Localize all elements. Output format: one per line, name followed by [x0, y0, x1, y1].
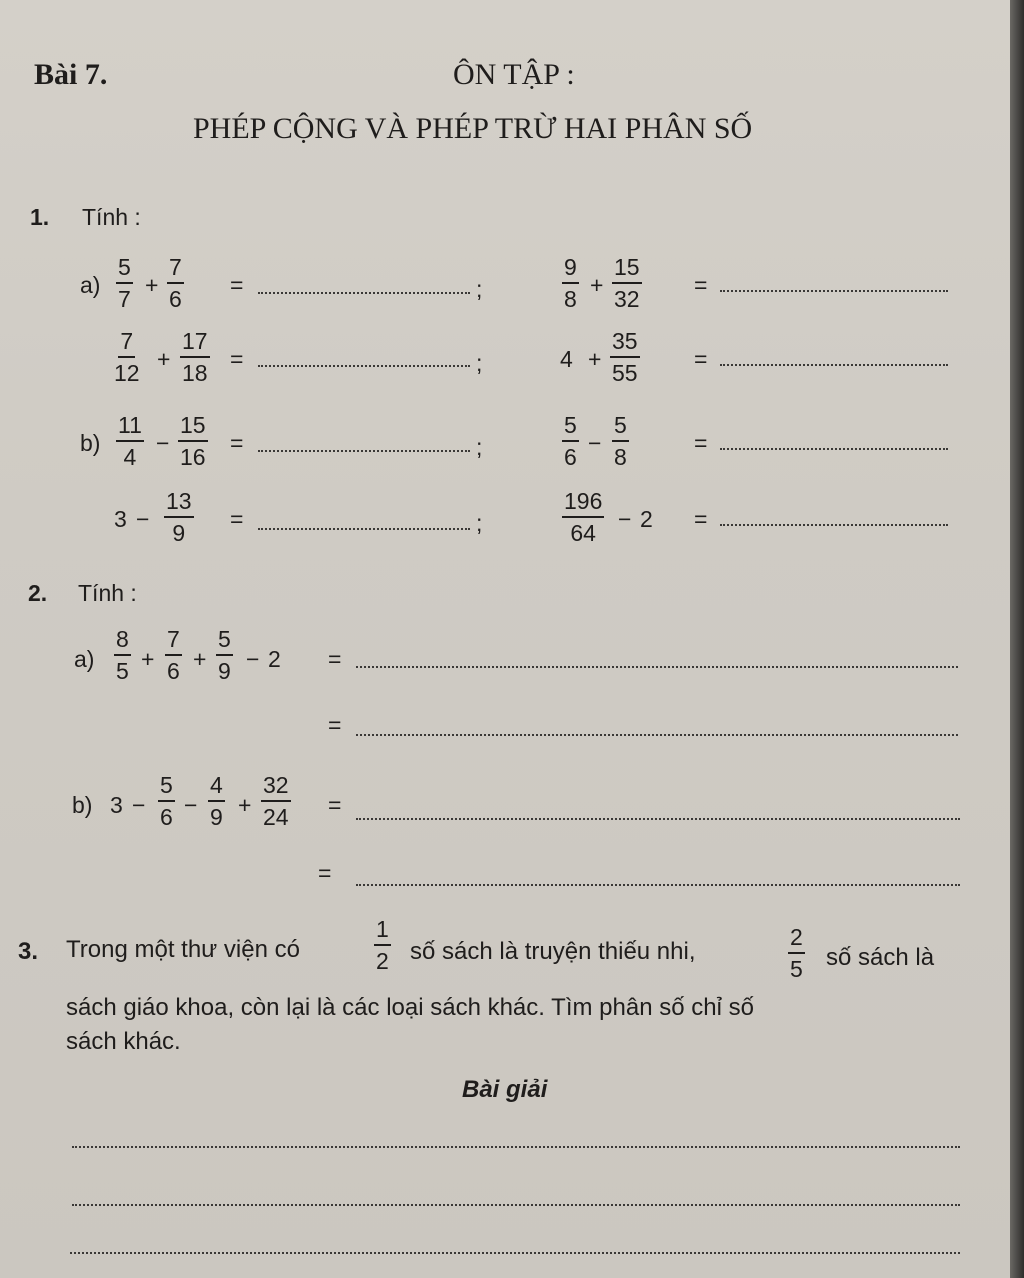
equals-sign: =: [694, 346, 708, 372]
fraction: $\frac{8}{5}$: [116, 626, 129, 684]
ex1-number: 1.: [30, 204, 50, 230]
plus-sign: +: [157, 346, 171, 372]
ex1-b-label: b): [80, 430, 101, 456]
answer-line[interactable]: [72, 1204, 960, 1206]
ex1-a-label: a): [80, 272, 101, 298]
minus-sign: −: [618, 506, 632, 532]
fraction: $\frac{9}{8}$: [564, 254, 577, 312]
minus-sign: −: [588, 430, 602, 456]
equals-sign: =: [318, 860, 332, 886]
fraction: $\frac{4}{9}$: [210, 772, 223, 830]
fraction: $\frac{5}{6}$: [564, 412, 577, 470]
whole-number: 3: [110, 792, 123, 818]
answer-line[interactable]: [258, 292, 470, 294]
answer-line[interactable]: [720, 524, 948, 526]
answer-line[interactable]: [258, 365, 470, 367]
equals-sign: =: [230, 430, 244, 456]
whole-number: 3: [114, 506, 127, 532]
answer-line[interactable]: [258, 528, 470, 530]
minus-sign: −: [156, 430, 170, 456]
book-spine: [1010, 0, 1024, 1278]
fraction: $\frac{15}{32}$: [614, 254, 640, 312]
plus-sign: +: [145, 272, 159, 298]
answer-line[interactable]: [356, 666, 958, 668]
fraction: $\frac{17}{18}$: [182, 328, 208, 386]
answer-line[interactable]: [356, 734, 958, 736]
plus-sign: +: [238, 792, 252, 818]
minus-sign: −: [132, 792, 146, 818]
fraction: $\frac{5}{8}$: [614, 412, 627, 470]
fraction: $\frac{5}{9}$: [218, 626, 231, 684]
plus-sign: +: [193, 646, 207, 672]
plus-sign: +: [141, 646, 155, 672]
fraction: $\frac{1}{2}$: [376, 916, 389, 974]
answer-line[interactable]: [356, 884, 960, 886]
minus-sign: −: [184, 792, 198, 818]
fraction: $\frac{7}{6}$: [167, 626, 180, 684]
ex2-b-label: b): [72, 792, 93, 818]
fraction: $\frac{5}{7}$: [118, 254, 131, 312]
whole-number: 4: [560, 346, 573, 372]
answer-line[interactable]: [70, 1252, 960, 1254]
equals-sign: =: [328, 712, 342, 738]
solution-heading: Bài giải: [462, 1076, 548, 1103]
whole-number: 2: [268, 646, 281, 672]
plus-sign: +: [588, 346, 602, 372]
page-subtitle: PHÉP CỘNG VÀ PHÉP TRỪ HAI PHÂN SỐ: [193, 112, 753, 145]
ex1-prompt: Tính :: [82, 204, 141, 230]
ex3-text-line-2: sách giáo khoa, còn lại là các loại sách khác. Tìm phân số chỉ số: [66, 994, 754, 1021]
fraction: $\frac{5}{6}$: [160, 772, 173, 830]
fraction: $\frac{35}{55}$: [612, 328, 638, 386]
minus-sign: −: [246, 646, 260, 672]
ex2-a-label: a): [74, 646, 95, 672]
answer-line[interactable]: [258, 450, 470, 452]
ex3-text-2: số sách là truyện thiếu nhi,: [410, 938, 696, 965]
answer-line[interactable]: [72, 1146, 960, 1148]
separator: ;: [476, 276, 483, 302]
plus-sign: +: [590, 272, 604, 298]
answer-line[interactable]: [720, 364, 948, 366]
page-title: ÔN TẬP :: [453, 58, 575, 91]
fraction: $\frac{11}{4}$: [118, 412, 142, 470]
minus-sign: −: [136, 506, 150, 532]
ex3-text-3: số sách là: [826, 944, 935, 971]
equals-sign: =: [694, 506, 708, 532]
fraction: $\frac{196}{64}$: [564, 488, 603, 546]
answer-line[interactable]: [356, 818, 960, 820]
fraction: $\frac{32}{24}$: [263, 772, 289, 830]
fraction: $\frac{15}{16}$: [180, 412, 206, 470]
whole-number: 2: [640, 506, 653, 532]
answer-line[interactable]: [720, 290, 948, 292]
ex2-prompt: Tính :: [78, 580, 137, 606]
fraction: $\frac{7}{12}$: [114, 328, 140, 386]
ex3-text-1: Trong một thư viện có: [66, 936, 300, 963]
equals-sign: =: [328, 792, 342, 818]
answer-line[interactable]: [720, 448, 948, 450]
equals-sign: =: [230, 506, 244, 532]
ex3-number: 3.: [18, 938, 39, 965]
lesson-number: Bài 7.: [34, 58, 108, 91]
fraction: $\frac{13}{9}$: [166, 488, 192, 546]
equals-sign: =: [230, 272, 244, 298]
ex2-number: 2.: [28, 580, 48, 606]
equals-sign: =: [328, 646, 342, 672]
ex3-text-line-3: sách khác.: [66, 1028, 181, 1055]
separator: ;: [476, 434, 483, 460]
separator: ;: [476, 350, 483, 376]
separator: ;: [476, 510, 483, 536]
equals-sign: =: [694, 430, 708, 456]
equals-sign: =: [230, 346, 244, 372]
fraction: $\frac{2}{5}$: [790, 924, 803, 982]
fraction: $\frac{7}{6}$: [169, 254, 182, 312]
equals-sign: =: [694, 272, 708, 298]
